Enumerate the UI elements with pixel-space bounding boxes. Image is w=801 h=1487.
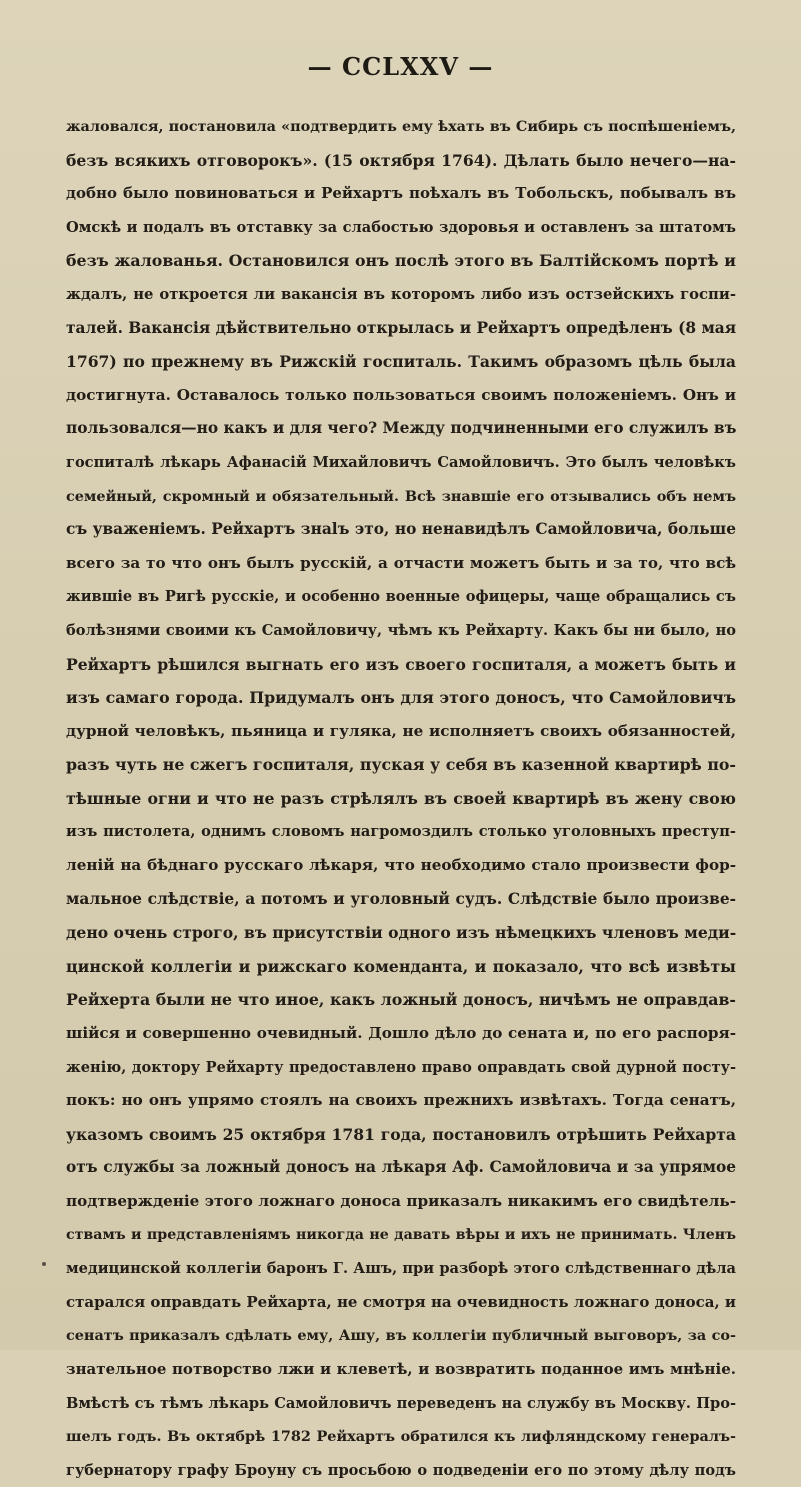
text-line: изъ пистолета, однимъ словомъ нагромоздилъ столько уголовныхъ преступ- (66, 823, 736, 841)
text-line: шелъ годъ. Въ октябрѣ 1782 Рейхартъ обратился къ лифляндскому генералъ- (66, 1428, 736, 1446)
ink-speck (42, 1262, 46, 1266)
text-line: добно было повиноваться и Рейхартъ поѣхалъ въ Тобольскъ, побывалъ въ (66, 184, 736, 203)
text-line: подтвержденіе этого ложнаго доноса приказалъ никакимъ его свидѣтель- (66, 1192, 736, 1210)
text-line: госпиталѣ лѣкарь Афанасій Михайловичъ Самойловичъ. Это былъ человѣкъ (66, 453, 736, 471)
text-line: указомъ своимъ 25 октября 1781 года, постановилъ отрѣшить Рейхарта (66, 1124, 736, 1144)
text-line: знательное потворство лжи и клеветѣ, и возвратить поданное имъ мнѣніе. (66, 1359, 736, 1378)
text-line: отъ службы за ложный доносъ на лѣкаря Аф. Самойловича и за упрямое (66, 1158, 736, 1177)
body-text (66, 110, 736, 1487)
text-line: мальное слѣдствіе, а потомъ и уголовный судъ. Слѣдствіе было произве- (66, 889, 736, 908)
text-line: пользовался—но какъ и для чего? Между подчиненными его служилъ въ (66, 419, 737, 438)
text-line: ствамъ и представленіямъ никогда не давать вѣры и ихъ не принимать. Членъ (66, 1226, 736, 1243)
text-line: сенатъ приказалъ сдѣлать ему, Ашу, въ коллегіи публичный выговоръ, за со- (66, 1327, 736, 1345)
text-line: достигнута. Оставалось только пользоваться своимъ положеніемъ. Онъ и (66, 385, 736, 404)
text-line: Рейхартъ рѣшился выгнать его изъ своего госпиталя, а можетъ быть и (66, 654, 736, 674)
text-line: съ уваженіемъ. Рейхартъ знalъ это, но ненавидѣлъ Самойловича, больше (66, 520, 736, 539)
text-line: губернатору графу Броуну съ просьбою о подведеніи его по этому дѣлу подъ (66, 1461, 736, 1479)
text-line: дурной человѣкъ, пьяница и гуляка, не исполняетъ своихъ обязанностей, (66, 721, 736, 740)
text-line: талей. Вакансія дѣйствительно открылась и Рейхартъ опредѣленъ (8 мая (66, 318, 737, 337)
text-line: старался оправдать Рейхарта, не смотря на очевидность ложнаго доноса, и (66, 1292, 737, 1311)
text-line: всего за то что онъ былъ русскій, а отчасти можетъ быть и за то, что всѣ (66, 553, 736, 572)
text-line: женію, доктору Рейхарту предоставлено право оправдать свой дурной посту- (66, 1058, 736, 1076)
text-line: цинской коллегіи и рижскаго коменданта, и показало, что всѣ извѣты (66, 956, 736, 976)
text-line: 1767) по прежнему въ Рижскій госпиталь. Такимъ образомъ цѣль была (66, 352, 736, 372)
text-line: Рейхерта были не что иное, какъ ложный доносъ, ничѣмъ не оправдав- (66, 990, 736, 1010)
text-line: шійся и совершенно очевидный. Дошло дѣло до сената и, по его распоря- (66, 1024, 736, 1043)
text-line: жившіе въ Ригѣ русскіе, и особенно военные офицеры, чаще обращались съ (66, 588, 736, 606)
page-header: — CCLXXV — (307, 52, 494, 81)
text-line: Вмѣстѣ съ тѣмъ лѣкарь Самойловичъ переведенъ на службу въ Москву. Про- (66, 1394, 736, 1412)
text-line: изъ самаго города. Придумалъ онъ для этого доносъ, что Самойловичъ (66, 688, 736, 708)
text-line: жаловался, постановила «подтвердить ему ѣхать въ Сибирь съ поспѣшеніемъ, (66, 118, 736, 135)
text-line: разъ чуть не сжегъ госпиталя, пуская у себя въ казенной квартирѣ по- (66, 755, 736, 775)
text-line: Омскѣ и подалъ въ отставку за слабостью здоровья и оставленъ за штатомъ (66, 218, 736, 236)
text-line: семейный, скромный и обязательный. Всѣ знавшіе его отзывались объ немъ (66, 487, 736, 505)
text-line: безъ жалованья. Остановился онъ послѣ этого въ Балтійскомъ портѣ и (66, 251, 736, 271)
text-line: ждалъ, не откроется ли вакансія въ которомъ либо изъ остзейскихъ госпи- (66, 285, 736, 303)
text-line: леній на бѣднаго русскаго лѣкаря, что необходимо стало произвести фор- (66, 856, 736, 875)
text-line: покъ: но онъ упрямо стоялъ на своихъ прежнихъ извѣтахъ. Тогда сенатъ, (66, 1091, 736, 1110)
text-line: болѣзнями своими къ Самойловичу, чѣмъ къ Рейхарту. Какъ бы ни было, но (66, 621, 736, 639)
text-line: дено очень строго, въ присутствіи одного изъ нѣмецкихъ членовъ меди- (66, 923, 737, 943)
text-line: медицинской коллегіи баронъ Г. Ашъ, при разборѣ этого слѣдственнаго дѣла (66, 1260, 736, 1278)
text-line: тѣшные огни и что не разъ стрѣлялъ въ своей квартирѣ въ жену свою (66, 788, 736, 808)
text-line: безъ всякихъ отговорокъ». (15 октября 1764). Дѣлать было нечего—на- (66, 150, 736, 170)
